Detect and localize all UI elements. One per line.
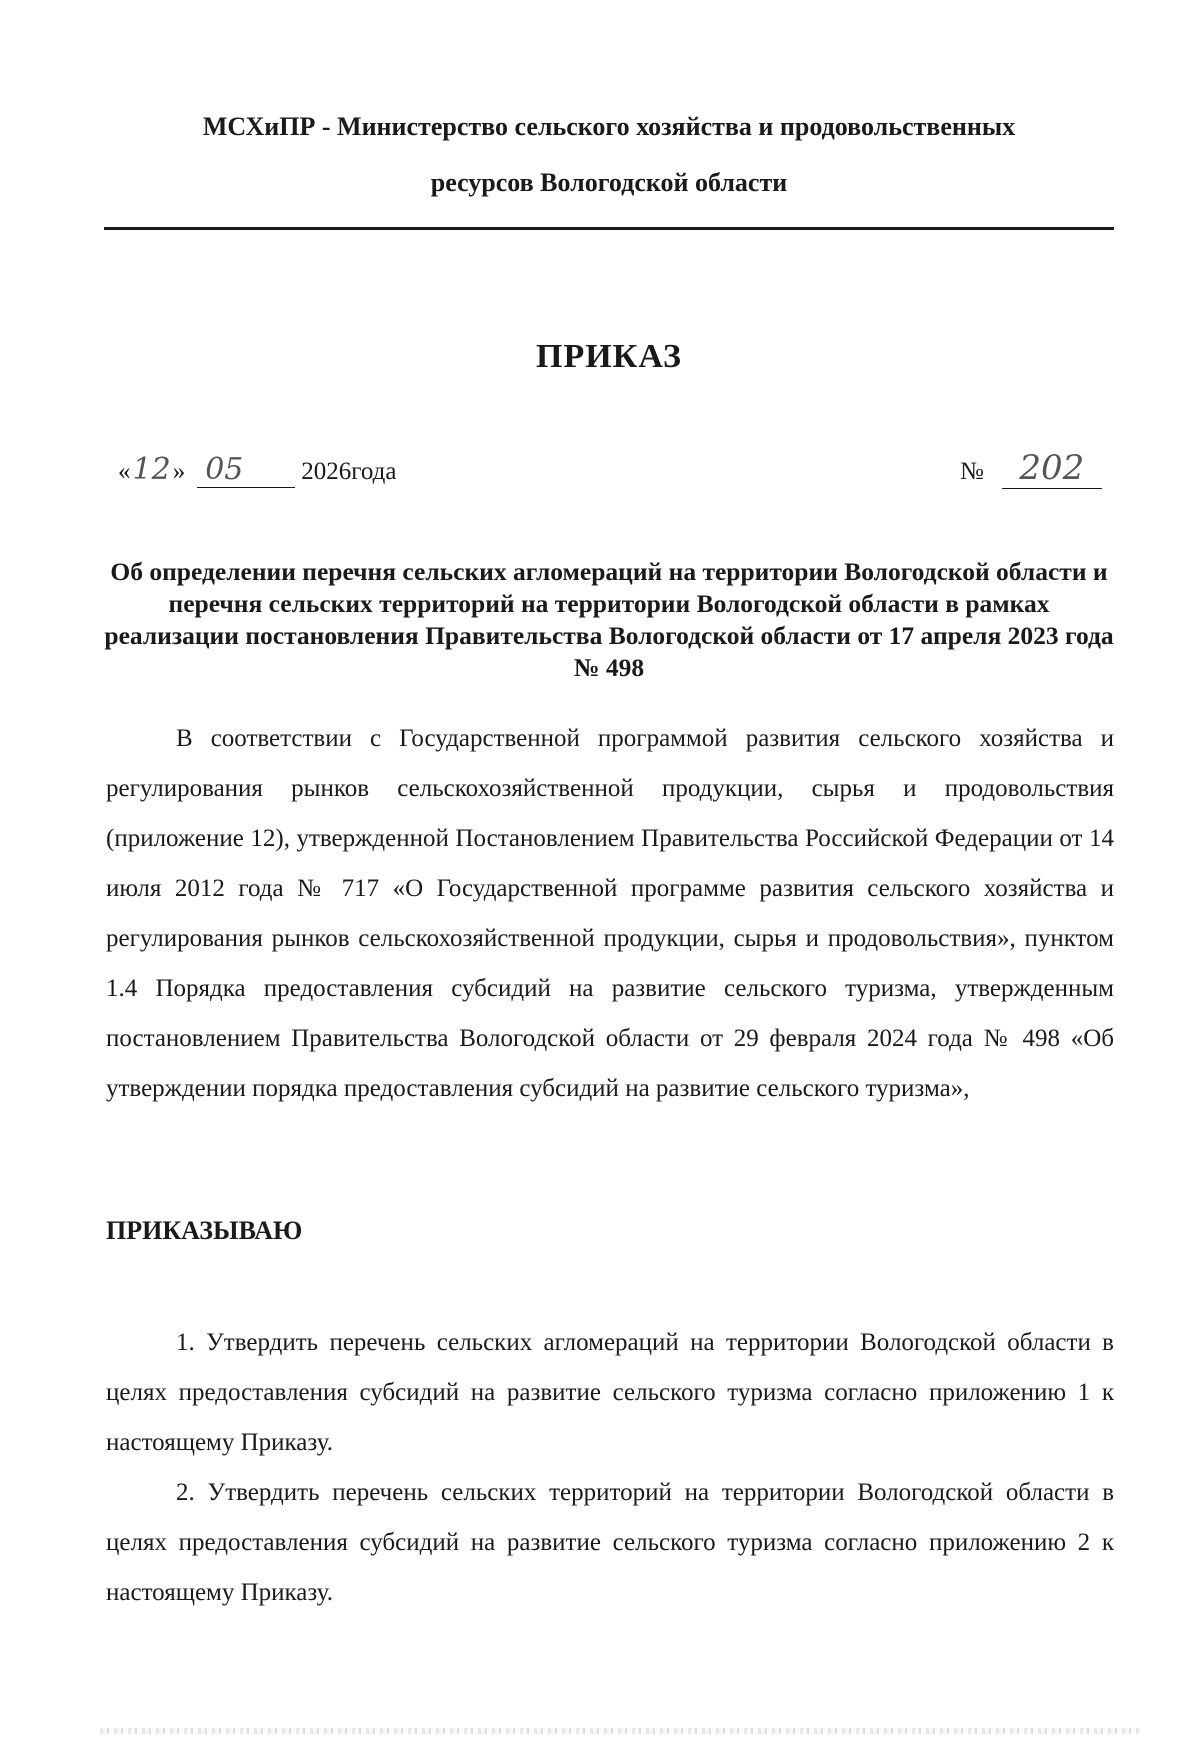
order-item-2: 2. Утвердить перечень сельских территорий на территории Вологодской области в целях предоставления субсидий на развитие сельского туризма согласно приложению 2 к настоящему Приказу. [106,1479,1114,1606]
organization-header [104,99,1114,211]
number-value: 202 [1002,448,1102,489]
header-divider [104,227,1114,230]
document-subject: Об определении перечня сельских агломераций на территории Вологодской области и перечня сельских территорий на территории Вологодской области в рамках реализации постановления Правительства Вологодской области от 17 апреля 2023 года № 498 [104,557,1114,682]
date-open-quote: « [118,458,131,485]
organization-line-2: ресурсов Вологодской области [430,168,788,197]
number-label: № [960,458,984,485]
date-month: 05 [197,452,295,488]
scan-artifact-edge [100,1728,1140,1734]
document-date [118,452,396,488]
date-day: 12 [132,452,171,487]
organization-line-1: МСХиПР - Министерство сельского хозяйства и продовольственных [202,112,1016,141]
basis-paragraph: В соответствии с Государственной программой развития сельского хозяйства и регулирования рынков сельскохозяйственной продукции, сырья и продовольствия (приложение 12), утвержденной Постановлением Правительства Российской Федерации от 14 июля 2012 года № 717 «О Государственной программе развития сельского хозяйства и регулирования рынков сельскохозяйственной продукции, сырья и продовольствия», пунктом 1.4 Порядка предоставления субсидий на развитие сельского туризма, утвержденным постановлением Правительства Вологодской области от 29 февраля 2024 года № 498 «Об утверждении порядка предоставления субсидий на развитие сельского туризма», [106,725,1114,1102]
order-word: ПРИКАЗЫВАЮ [106,1216,303,1245]
order-item-1: 1. Утвердить перечень сельских агломераций на территории Вологодской области в целях предоставления субсидий на развитие сельского туризма согласно приложению 1 к настоящему Приказу. [106,1329,1114,1456]
date-year: 2026 [301,458,352,485]
date-close-quote: » [172,458,186,485]
document-type-title: ПРИКАЗ [536,338,682,375]
document-number [960,448,1102,489]
date-suffix: года [351,458,397,485]
